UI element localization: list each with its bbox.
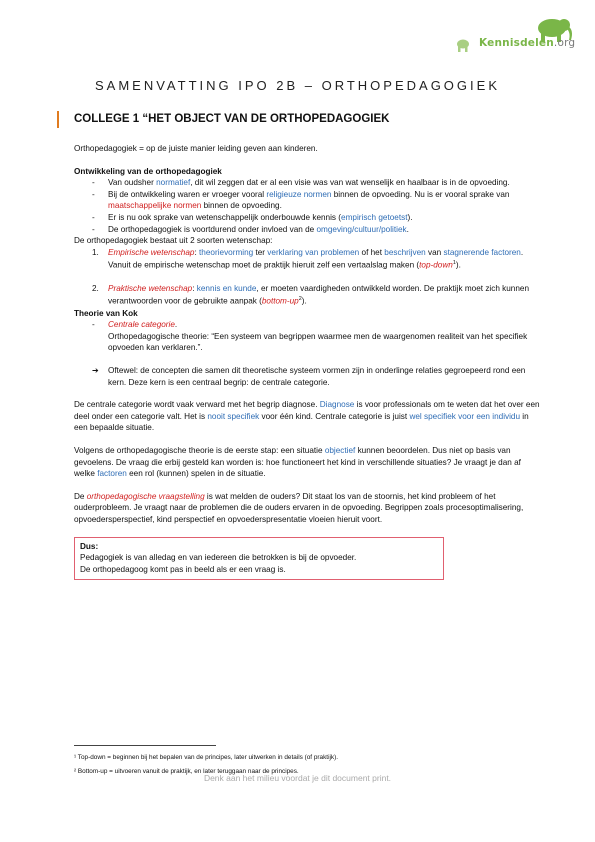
footnote-separator: [74, 745, 216, 746]
volgens-paragraph: Volgens de orthopedagogische theorie is de eerste stap: een situatie objectief kunnen beoordelen. Dus niet op basis van gevoelens. De vraag die erbij gesteld kan worden is: hoe functioneert het kind in verschillende situaties? Je vraagt je dan af welke factoren een rol (kunnen) spelen in de situatie.: [74, 445, 521, 479]
document-title: SAMENVATTING IPO 2B – ORTHOPEDAGOGIEK: [94, 78, 500, 93]
list-item-praktisch: 2. Praktische wetenschap: kennis en kunde, er moeten vaardigheden ontwikkeld worden. De praktijk moet zich kunnen verantwoorden voor de gebruikte aanpak $(bottom-up^2)$.: [92, 283, 530, 306]
list-item-empirisch: 1. Empirische wetenschap: theorievorming ter verklaring van problemen of het beschrijven van stagnerende factoren. Vanuit de empirische wetenschap moet de praktijk hieruit zelf een vertaalslag maken (top-down$^1$).: [92, 247, 524, 271]
summary-box-title: Dus:: [80, 541, 99, 551]
print-watermark: Denk aan het milieu voordat je dit document print.: [203, 773, 392, 783]
summary-box: [74, 537, 444, 581]
arrow-icon: ➔: [92, 365, 99, 375]
list-item: - Er is nu ook sprake van wetenschappelijk onderbouwde kennis (empirisch getoetst).: [92, 212, 413, 222]
footnote-ref-2[interactable]: 2: [298, 296, 302, 303]
list-item: - Van oudsher normatief, dit wil zeggen dat er al een visie was van wat wenselijk en haalbaar is in de opvoeding.: [92, 178, 510, 188]
heading-kok: Theorie van Kok: [74, 308, 138, 318]
kok-arrow-note: ➔ Oftewel: de concepten die samen dit theoretische systeem vormen zijn in onderlinge relaties gegroepeerd rond een kern. Deze kern is een centraal begrip: de centrale categorie.: [92, 365, 526, 387]
ontwikkeling-list: [74, 177, 540, 235]
footnote-1: ¹ Top-down = beginnen bij het bepalen van de principes, later uitwerken in details (of praktijk).: [74, 754, 339, 761]
footnote-ref-1[interactable]: 1: [452, 260, 456, 267]
centrale-categorie-paragraph: De centrale categorie wordt vaak verward met het begrip diagnose. Diagnose is voor professionals om te weten dat het over een deel onder een categorie valt. Het is nooit specifiek voor één kind. Centrale categorie is juist wel specifiek voor een individu in een bepaalde situatie.: [74, 400, 540, 433]
body-content: [74, 143, 540, 580]
definition-paragraph: Orthopedagogiek = op de juiste manier leiding geven aan kinderen.: [74, 144, 318, 153]
footnote-2: ² Bottom-up = uitvoeren vanuit de praktijk, en later teruggaan naar de principes.: [74, 768, 299, 775]
list-item: - De orthopedagogiek is voortdurend onder invloed van de omgeving/cultuur/politiek.: [92, 224, 409, 234]
list-item: - Bij de ontwikkeling waren er vroeger vooral religieuze normen binnen de opvoeding. Nu is er vooral sprake van maatschappelijke normen binnen de opvoeding.: [92, 189, 510, 211]
wetenschap-intro: De orthopedagogiek bestaat uit 2 soorten wetenschap:: [74, 236, 273, 246]
wetenschap-list: [74, 247, 540, 308]
summary-box-line: De orthopedagoog komt pas in beeld als er een vraag is.: [80, 564, 286, 574]
kok-definition: Orthopedagogische theorie: “Een systeem van begrippen waarmee men de waargenomen realiteit van het specifiek opvoeden kan verklaren.”.: [108, 331, 528, 353]
kok-list: [74, 319, 540, 331]
heading-ontwikkeling: Ontwikkeling van de orthopedagogiek: [74, 166, 222, 176]
vraagstelling-paragraph: De orthopedagogische vraagstelling is wat melden de ouders? Dit staat los van de stoornis, het kind probleem of het ouderprobleem. Je vraagt naar de problemen die de ouders ervaren in de opvoeding. Begrippen zoals procesoptimalisering, opvoedersperspectief, kind perspectief en opvoederspresentatie vloeien hieruit voort.: [74, 491, 524, 524]
summary-box-line: Pedagogiek is van alledag en van iedereen die betrokken is bij de opvoeder.: [80, 553, 357, 563]
list-item: - Centrale categorie.: [92, 320, 178, 330]
logo-text: Kennisdelen.org: [479, 37, 576, 49]
section-heading: COLLEGE 1 “HET OBJECT VAN DE ORTHOPEDAGOGIEK: [74, 113, 390, 125]
kennisdelen-logo[interactable]: [457, 16, 575, 60]
section-accent-bar: [57, 111, 59, 128]
